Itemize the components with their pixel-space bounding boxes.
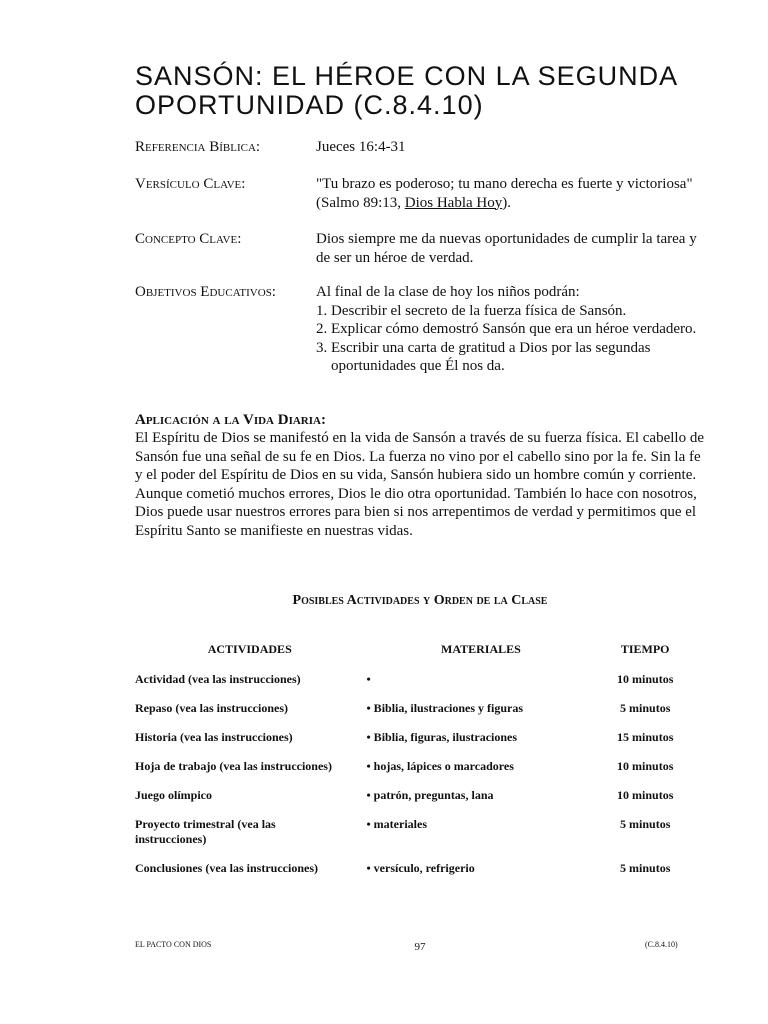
footer-book-title: EL PACTO CON DIOS bbox=[135, 940, 212, 949]
row-tiempo: 10 minutos bbox=[617, 672, 674, 686]
table-header-row bbox=[135, 642, 695, 672]
table-row bbox=[135, 788, 695, 817]
lesson-title: SANSÓN: EL HÉROE CON LA SEGUNDA OPORTUNIDAD (C.8.4.10) bbox=[135, 61, 677, 120]
concepto-value: Dios siempre me da nuevas oportunidades de cumplir la tarea y de ser un héroe de verdad. bbox=[316, 231, 697, 266]
row-actividad: Juego olímpico bbox=[135, 788, 212, 802]
objetivos-intro: Al final de la clase de hoy los niños podrán: bbox=[316, 284, 580, 300]
row-actividad-text: Proyecto trimestral (vea las instrucciones) bbox=[135, 817, 276, 846]
concepto-label: Concepto Clave: bbox=[135, 231, 242, 247]
objetivos-list bbox=[316, 302, 706, 376]
row-materiales: • materiales bbox=[366, 817, 427, 831]
table-row bbox=[135, 759, 695, 788]
table-row bbox=[135, 861, 695, 890]
aplicacion-heading: Aplicación a la Vida Diaria: bbox=[135, 412, 326, 428]
row-materiales: • hojas, lápices o marcadores bbox=[366, 759, 514, 773]
objetivo-item: 3. Escribir una carta de gratitud a Dios por las segundas oportunidades que Él nos da. bbox=[331, 339, 706, 376]
row-actividad: Repaso (vea las instrucciones) bbox=[135, 701, 288, 715]
actividades-section-title: Posibles Actividades y Orden de la Clase bbox=[292, 593, 548, 608]
objetivos-label: Objetivos Educativos: bbox=[135, 284, 276, 300]
row-tiempo: 5 minutos bbox=[620, 861, 671, 875]
bible-version-link[interactable]: Dios Habla Hoy bbox=[404, 194, 503, 211]
objetivo-item: 2. Explicar cómo demostró Sansón que era un héroe verdadero. bbox=[331, 320, 706, 339]
versiculo-value bbox=[316, 175, 706, 212]
header-materiales: MATERIALES bbox=[441, 642, 521, 656]
aplicacion-body: El Espíritu de Dios se manifestó en la vida de Sansón a través de su fuerza física. El cabello de Sansón fue una señal de su fe en Dios. La fuerza no vino por el cabello sino por la fe. Sin la fe y el poder del Espíritu de Dios en su vida, Sansón hubiera sido un hombre común y corriente. Aunque cometió muchos errores, Dios le dio otra oportunidad. También lo hace con nosotros, Dios puede usar nuestros errores para bien si nos arrepentimos de verdad y permitimos que el Espíritu Santo se manifieste en nuestras vidas. bbox=[135, 430, 704, 539]
row-materiales: • Biblia, figuras, ilustraciones bbox=[366, 730, 518, 744]
row-actividad: Actividad (vea las instrucciones) bbox=[135, 672, 301, 686]
row-materiales: • bbox=[366, 672, 371, 686]
header-tiempo: TIEMPO bbox=[620, 642, 670, 656]
versiculo-label: Versículo Clave: bbox=[135, 176, 246, 192]
row-actividad: Hoja de trabajo (vea las instrucciones) bbox=[135, 759, 332, 773]
row-tiempo: 15 minutos bbox=[617, 730, 674, 744]
table-row bbox=[135, 701, 695, 730]
table-row bbox=[135, 730, 695, 759]
row-actividad bbox=[135, 817, 364, 861]
footer-page-number: 97 bbox=[414, 941, 426, 953]
table-row bbox=[135, 817, 695, 861]
objetivos-value bbox=[316, 283, 706, 376]
versiculo-text: "Tu brazo es poderoso; tu mano derecha es fuerte y victoriosa" (Salmo 89:13, bbox=[316, 176, 693, 211]
actividades-table bbox=[135, 642, 695, 890]
table-row bbox=[135, 672, 695, 701]
row-tiempo: 10 minutos bbox=[617, 788, 674, 802]
row-materiales: • Biblia, ilustraciones y figuras bbox=[366, 701, 524, 715]
footer-lesson-code: (C.8.4.10) bbox=[645, 940, 678, 949]
referencia-label: Referencia Bíblica: bbox=[135, 139, 261, 155]
row-tiempo: 5 minutos bbox=[620, 701, 671, 715]
row-materiales: • versículo, refrigerio bbox=[366, 861, 475, 875]
versiculo-text-end: ). bbox=[502, 194, 511, 211]
row-tiempo: 10 minutos bbox=[617, 759, 674, 773]
row-materiales: • patrón, preguntas, lana bbox=[366, 788, 494, 802]
header-actividades: ACTIVIDADES bbox=[207, 642, 292, 656]
row-tiempo: 5 minutos bbox=[620, 817, 671, 831]
referencia-value: Jueces 16:4-31 bbox=[316, 139, 406, 155]
objetivo-item: 1. Describir el secreto de la fuerza física de Sansón. bbox=[331, 302, 706, 321]
row-actividad: Historia (vea las instrucciones) bbox=[135, 730, 293, 744]
row-actividad: Conclusiones (vea las instrucciones) bbox=[135, 861, 318, 875]
